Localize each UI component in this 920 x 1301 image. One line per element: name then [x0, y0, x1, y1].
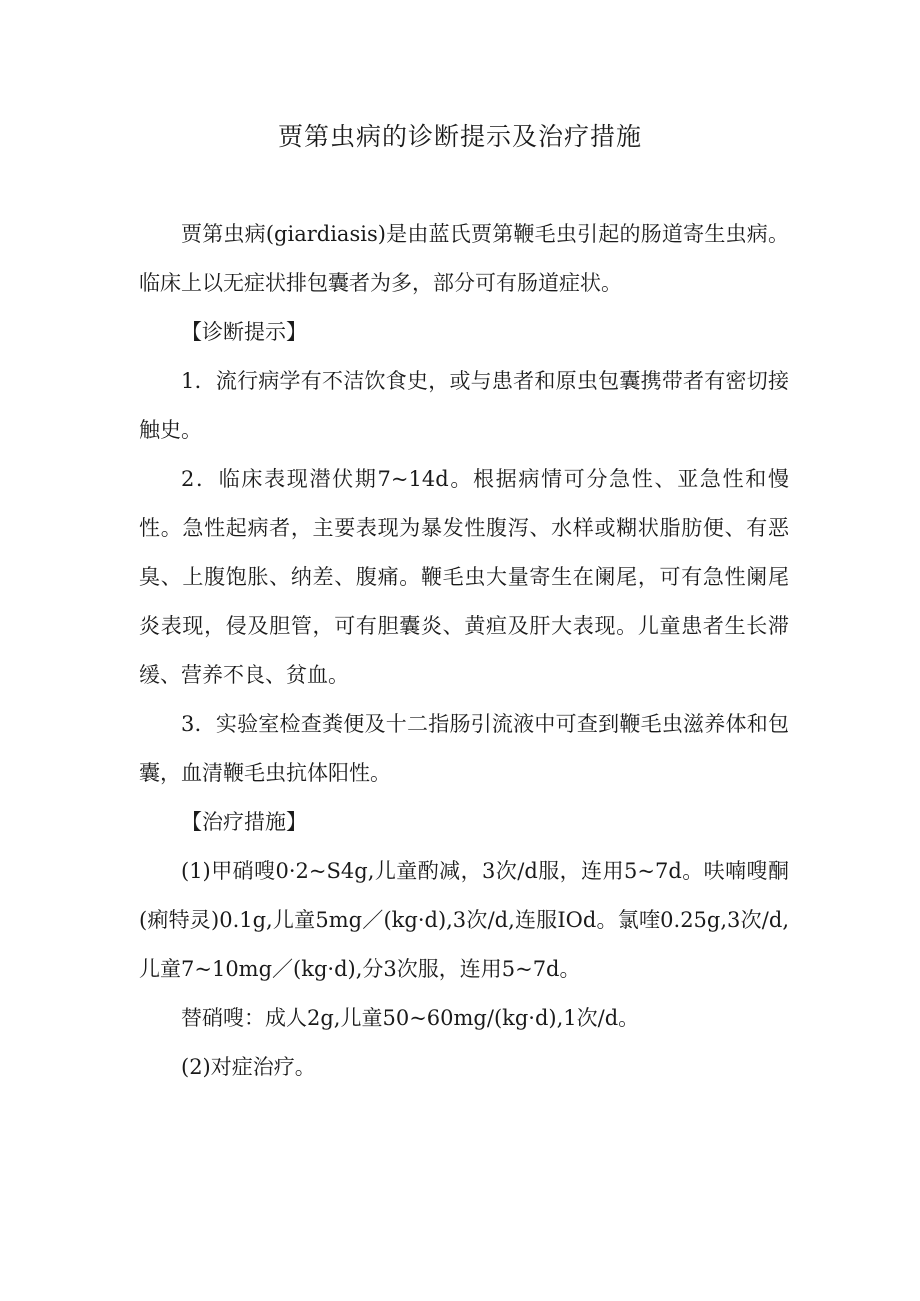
treatment-item-2: 替硝嗖：成人2g,儿童50~60mg/(kg·d),1次/d。 — [181, 1006, 640, 1030]
diagnosis-heading: 【诊断提示】 — [181, 320, 307, 344]
treatment-item-1: (1)甲硝嗖0·2~S4g,儿童酌减，3次/d服，连用5~7d。呋喃嗖酮(痢特灵)0.1g,儿童5mg／(kg·d),3次/d,连服IOd。氯喹0.25g,3次/d,儿童7~10mg／(kg·d),分3次服，连用5~7d。 — [139, 859, 789, 981]
diagnosis-item-3: 3．实验室检查粪便及十二指肠引流液中可查到鞭毛虫滋养体和包囊，血清鞭毛虫抗体阳性。 — [139, 712, 789, 785]
treatment-heading: 【治疗措施】 — [181, 810, 307, 834]
diagnosis-item-2: 2．临床表现潜伏期7~14d。根据病情可分急性、亚急性和慢性。急性起病者，主要表现为暴发性腹泻、水样或糊状脂肪便、有恶臭、上腹饱胀、纳差、腹痛。鞭毛虫大量寄生在阑尾，可有急性阑尾炎表现，侵及胆管，可有胆囊炎、黄疸及肝大表现。儿童患者生长滞缓、营养不良、贫血。 — [139, 467, 789, 687]
treatment-item-3: (2)对症治疗。 — [181, 1055, 316, 1079]
document-title: 贾第虫病的诊断提示及治疗措施 — [277, 122, 642, 151]
intro-paragraph: 贾第虫病(giardiasis)是由蓝氏贾第鞭毛虫引起的肠道寄生虫病。临床上以无症状排包囊者为多，部分可有肠道症状。 — [139, 222, 789, 295]
document-body — [139, 210, 789, 1092]
diagnosis-item-1: 1．流行病学有不洁饮食史，或与患者和原虫包囊携带者有密切接触史。 — [139, 369, 789, 442]
